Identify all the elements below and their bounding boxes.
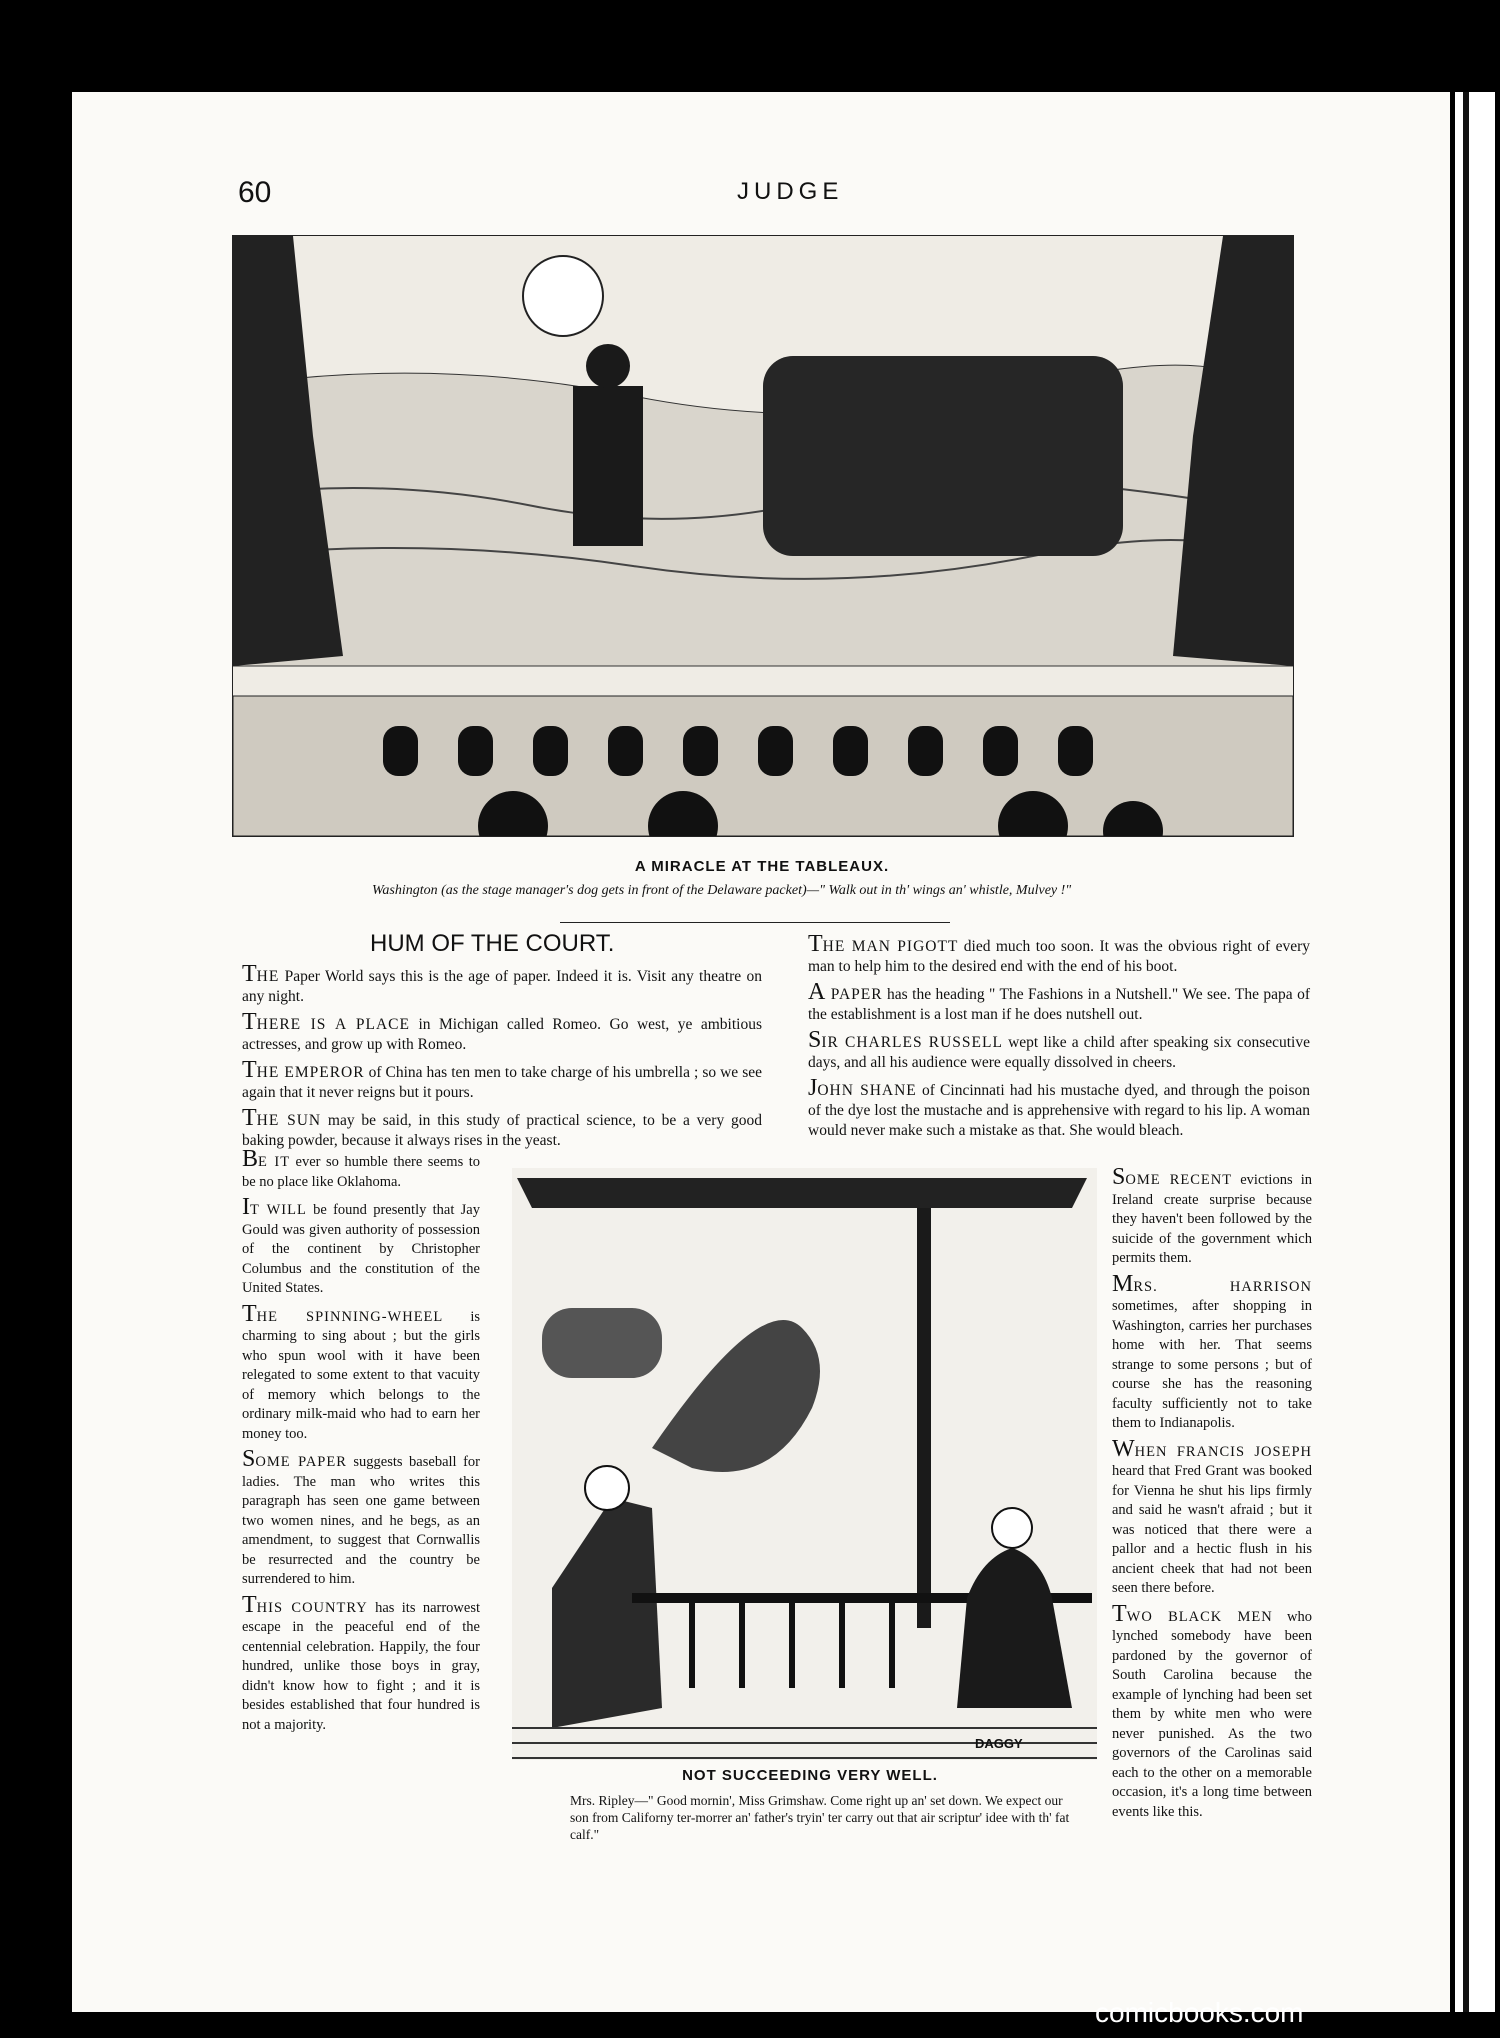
divider-rule: [560, 922, 950, 923]
paragraph: SOME PAPER suggests baseball for ladies. The man who writes this paragraph has seen one game between two women nines, and he begs, as an amendment, to suggest that Cornwallis be resurrected and the country be surrendered to him.: [242, 1446, 480, 1587]
stage-scene-drawing: [233, 236, 1293, 836]
magazine-title: JUDGE: [737, 178, 844, 205]
paragraph: SOME RECENT evictions in Ireland create surprise because they haven't been followed by the suicide of the government which permits them.: [1112, 1164, 1312, 1266]
paragraph: MRS. HARRISON sometimes, after shopping in Washington, carries her purchases home with her. That seems strange to some persons ; but of course she has the reasoning faculty sufficiently not to take them to Indianapolis.: [1112, 1270, 1312, 1431]
article-narrow-right-column: [1112, 1164, 1312, 1828]
article-right-column: [808, 931, 1311, 1147]
bottom-cartoon-signature: DAGGY: [975, 1736, 1023, 1751]
paragraph: THE EMPEROR of China has ten men to take charge of his umbrella ; so we see again that it never reigns but it pours.: [242, 1057, 762, 1101]
paragraph: SIR CHARLES RUSSELL wept like a child after speaking six consecutive days, and all his audience were equally dissolved in cheers.: [808, 1027, 1310, 1071]
top-cartoon-caption: Washington (as the stage manager's dog gets in front of the Delaware packet)—" Walk out in th' wings an' whistle, Mulvey !": [372, 883, 1072, 898]
paragraph: THE SUN may be said, in this study of practical science, to be a very good baking powder, because it always rises in the yeast.: [242, 1105, 762, 1149]
paragraph: IT WILL be found presently that Jay Gould was given authority of possession of the continent by Christopher Columbus and the constitution of the United States.: [242, 1194, 480, 1296]
bottom-cartoon-title: NOT SUCCEEDING VERY WELL.: [682, 1767, 938, 1784]
article-narrow-left-column: [242, 1146, 481, 1741]
paragraph: TWO BLACK MEN who lynched somebody have been pardoned by the governor of South Carolina because the example of lynching had been set them by white men who were never punished. As the two governors of the Carolinas said each to the other on a memorable occasion, it's a long time between events like this.: [1112, 1600, 1312, 1820]
article-left-column: [242, 961, 762, 1157]
watermark: comicbooks.com: [1095, 1997, 1304, 2028]
bottom-cartoon-caption: Mrs. Ripley—" Good mornin', Miss Grimshaw. Come right up an' set down. We expect our son from Californy ter-morrer an' father's tryin' ter carry out that air scriptur' idee with th' fat calf.": [570, 1793, 1070, 1842]
paragraph: JOHN SHANE of Cincinnati had his mustache dyed, and through the poison of the dye lost the mustache and is apprehensive with regard to his lip. A woman would never make such a mistake as that. She would bleach.: [808, 1075, 1310, 1139]
top-cartoon-illustration: [232, 235, 1294, 837]
paragraph: WHEN FRANCIS JOSEPH heard that Fred Grant was booked for Vienna he shut his lips firmly and said he wasn't afraid ; but it was noticed that there were a pallor and a hectic flush in his ancient cheek that had not been seen there before.: [1112, 1435, 1312, 1596]
paragraph: THIS COUNTRY has its narrowest escape in the peaceful end of the centennial celebration. Happily, the four hundred, unlike those boys in gray, didn't know how to fight ; and it is besides established that four hundred is not a majority.: [242, 1591, 481, 1733]
paragraph: BE IT ever so humble there seems to be no place like Oklahoma.: [242, 1146, 480, 1190]
bottom-cartoon-illustration: [512, 1168, 1097, 1760]
paragraph: THERE IS A PLACE in Michigan called Romeo. Go west, ye ambitious actresses, and grow up with Romeo.: [242, 1009, 762, 1053]
paragraph: THE MAN PIGOTT died much too soon. It was the obvious right of every man to help him to the desired end with the end of his boot.: [808, 931, 1311, 975]
porch-scene-drawing: [512, 1168, 1097, 1760]
paragraph: THE Paper World says this is the age of paper. Indeed it is. Visit any theatre on any night.: [242, 961, 762, 1005]
page-number: 60: [238, 176, 272, 209]
paragraph: THE SPINNING-WHEEL is charming to sing about ; but the girls who spun wool with it have been relegated to some extent to that vacuity of memory which belongs to the ordinary milk-maid who had to earn her money too.: [242, 1300, 480, 1442]
article-headline: HUM OF THE COURT.: [370, 930, 615, 957]
paragraph: A PAPER has the heading " The Fashions in a Nutshell." We see. The papa of the establishment is a lost man if he does nutshell out.: [808, 979, 1310, 1023]
top-cartoon-title: A MIRACLE AT THE TABLEAUX.: [634, 858, 890, 875]
next-page-edge: [1455, 92, 1495, 2012]
